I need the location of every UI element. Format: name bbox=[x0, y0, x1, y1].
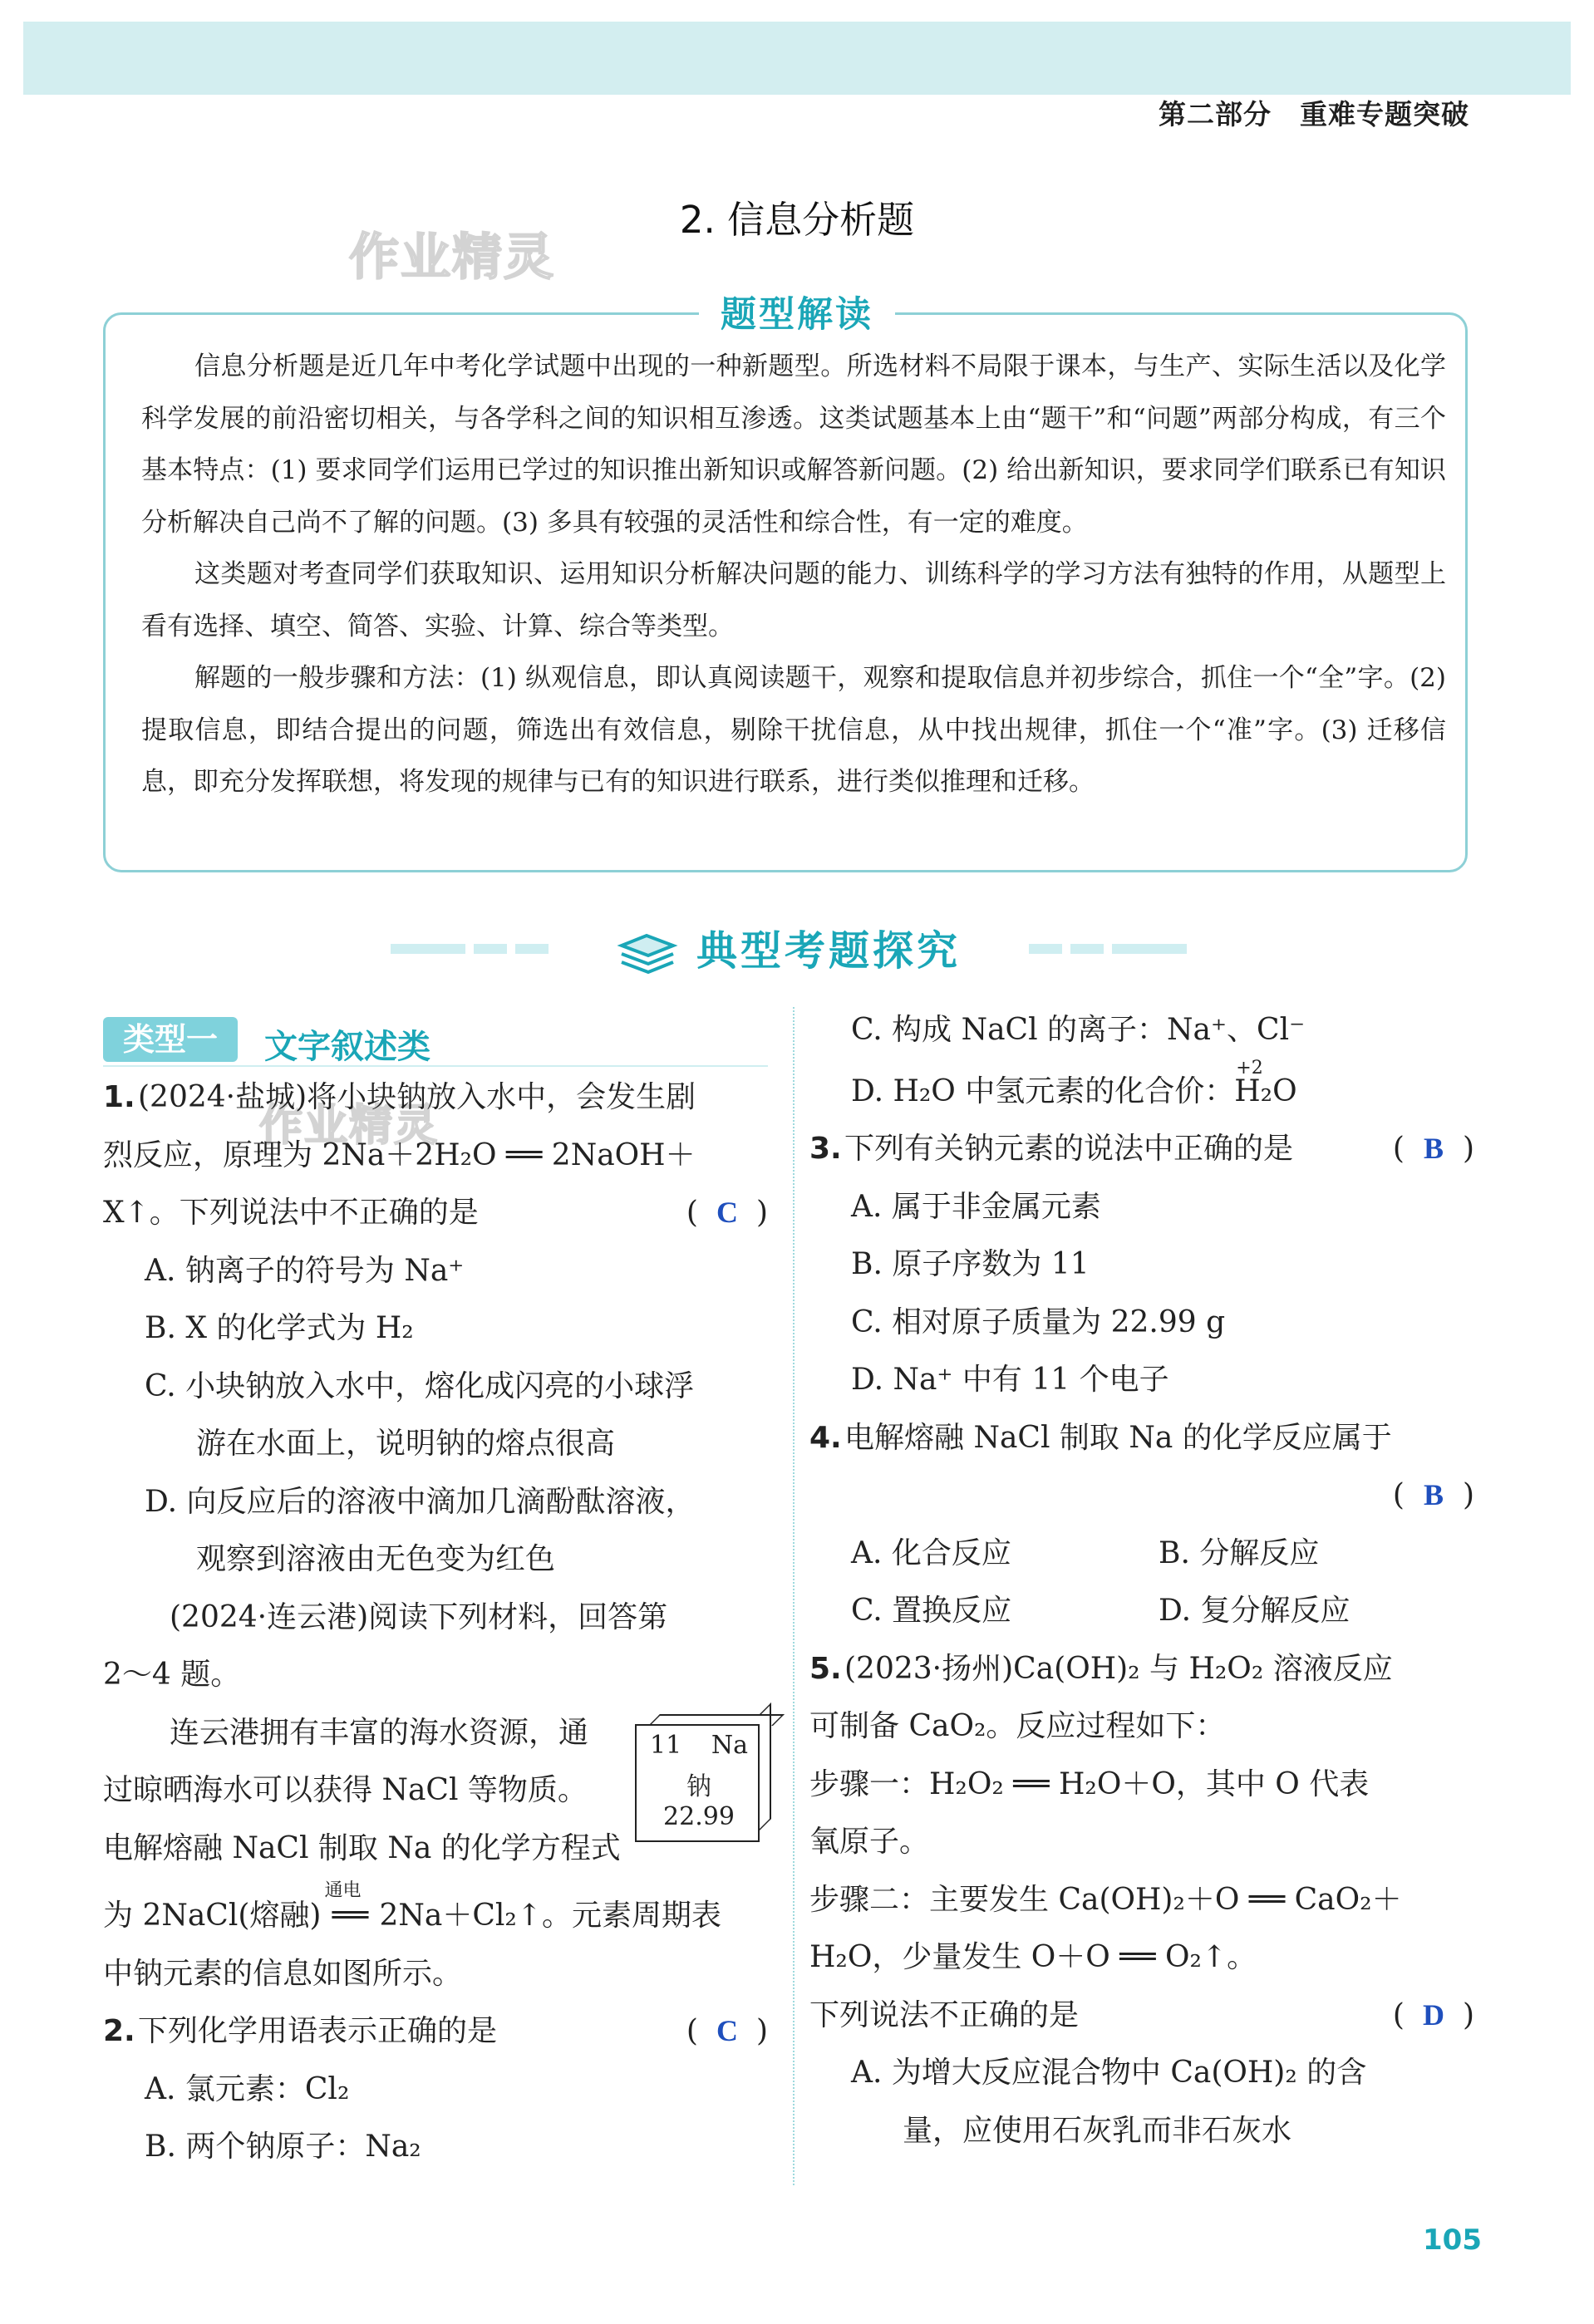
option-b: B. 原子序数为 11 bbox=[851, 1247, 1090, 1281]
question-stem: 下列说法不正确的是 bbox=[809, 1997, 1080, 2032]
category-title: 文字叙述类 bbox=[264, 1028, 430, 1066]
atomic-mass: 22.99 bbox=[663, 1801, 735, 1831]
equation-part: 为 2NaCl(熔融) bbox=[103, 1899, 322, 1933]
question-5 bbox=[809, 1640, 1474, 2160]
question-stem: 电解熔融 NaCl 制取 Na 的化学反应属于 bbox=[844, 1420, 1392, 1455]
option-a: A. 属于非金属元素 bbox=[851, 1189, 1101, 1224]
material-text: 连云港拥有丰富的海水资源，通 bbox=[170, 1715, 589, 1750]
running-header: 第二部分 重难专题突破 bbox=[1159, 98, 1469, 130]
option-a: A. 氯元素：Cl₂ bbox=[145, 2071, 350, 2106]
option-c: C. 构成 NaCl 的离子：Na⁺、Cl⁻ bbox=[851, 1013, 1306, 1047]
option-d: D. 复分解反应 bbox=[1159, 1594, 1350, 1628]
watermark: 作业精灵 bbox=[259, 1101, 440, 1151]
material-intro: (2024·连云港)阅读下列材料，回答第 bbox=[170, 1599, 668, 1634]
answer-value: C bbox=[716, 2014, 738, 2047]
intro-heading: 题型解读 bbox=[0, 287, 1594, 337]
question-number: 1. bbox=[103, 1080, 135, 1114]
question-2 bbox=[103, 2002, 768, 2176]
question-stem: 步骤二：主要发生 Ca(OH)₂＋O ══ CaO₂＋ bbox=[809, 1882, 1402, 1917]
option-b: B. 分解反应 bbox=[1159, 1535, 1320, 1570]
intro-paragraph: 解题的一般步骤和方法：(1) 纵观信息，即认真阅读题干，观察和提取信息并初步综合，抓住一个“全”字。(2) 提取信息，即结合提出的问题，筛选出有效信息，剔除干扰信息，从中找出规律，抓住一个“准”字。(3) 迁移信息，即充分发挥联想，将发现的规律与已有的知识进行联系，进行类似推理和迁移。 bbox=[141, 663, 1446, 797]
question-1 bbox=[103, 1069, 768, 1589]
watermark: 作业精灵 bbox=[349, 228, 555, 287]
option-c-cont: 游在水面上，说明钠的熔点很高 bbox=[196, 1427, 616, 1461]
question-stem: 氧原子。 bbox=[809, 1825, 930, 1859]
answer-slot: ( B ) bbox=[1393, 1467, 1474, 1525]
category-tag: 类型一 bbox=[103, 1017, 238, 1062]
element-name: 钠 bbox=[686, 1771, 711, 1801]
formula: H₂O bbox=[1234, 1074, 1297, 1108]
question-4 bbox=[809, 1409, 1474, 1640]
material-text: 中钠元素的信息如图所示。 bbox=[103, 1956, 463, 1991]
left-column bbox=[103, 1005, 768, 2176]
question-3 bbox=[809, 1120, 1474, 1409]
answer-value: C bbox=[716, 1196, 738, 1229]
option-c: C. 小块钠放入水中，熔化成闪亮的小球浮 bbox=[145, 1368, 695, 1403]
question-stem: X↑。下列说法中不正确的是 bbox=[103, 1196, 479, 1230]
question-number: 5. bbox=[809, 1651, 842, 1686]
book-icon bbox=[613, 927, 693, 977]
answer-slot: ( D ) bbox=[1393, 1987, 1474, 2045]
intro-paragraph: 这类题对考查同学们获取知识、运用知识分析解决问题的能力、训练科学的学习方法有独特的作用，从题型上看有选择、填空、简答、实验、计算、综合等类型。 bbox=[141, 559, 1446, 641]
question-stem: (2024·盐城)将小块钠放入水中，会发生剧 bbox=[138, 1080, 696, 1114]
answer-value: D bbox=[1422, 1997, 1444, 2032]
answer-slot: ( B ) bbox=[1393, 1120, 1474, 1178]
valence-mark: +2 bbox=[1236, 1057, 1263, 1078]
option-b: B. 两个钠原子：Na₂ bbox=[145, 2130, 421, 2164]
question-stem: 烈反应，原理为 2Na＋2H₂O ══ 2NaOH＋ bbox=[103, 1137, 696, 1172]
answer-value: B bbox=[1423, 1132, 1444, 1165]
question-stem: H₂O，少量发生 O＋O ══ O₂↑。 bbox=[809, 1940, 1257, 1974]
page-number: 105 bbox=[1423, 2223, 1482, 2257]
reaction-condition: 通电 bbox=[324, 1880, 362, 1901]
question-stem: 步骤一：H₂O₂ ══ H₂O＋O，其中 O 代表 bbox=[809, 1766, 1370, 1801]
question-number: 2. bbox=[103, 2014, 135, 2048]
question-number: 4. bbox=[809, 1420, 842, 1455]
option-a: A. 为增大反应混合物中 Ca(OH)₂ 的含 bbox=[851, 2056, 1367, 2090]
answer-slot: ( C ) bbox=[686, 2002, 768, 2061]
material-block bbox=[103, 1589, 768, 2003]
section-title: 典型考题探究 bbox=[696, 927, 962, 975]
option-d: D. H₂O 中氢元素的化合价： bbox=[851, 1074, 1235, 1108]
question-stem: (2023·扬州)Ca(OH)₂ 与 H₂O₂ 溶液反应 bbox=[844, 1651, 1393, 1686]
option-d: D. Na⁺ 中有 11 个电子 bbox=[851, 1363, 1169, 1397]
option-d: D. 向反应后的溶液中滴加几滴酚酞溶液， bbox=[145, 1484, 696, 1519]
material-intro: 2～4 题。 bbox=[103, 1658, 241, 1692]
option-c: C. 相对原子质量为 22.99 g bbox=[851, 1304, 1226, 1339]
material-text: 电解熔融 NaCl 制取 Na 的化学方程式 bbox=[103, 1830, 621, 1865]
answer-slot: ( C ) bbox=[686, 1184, 768, 1242]
equation-part: 2Na＋Cl₂↑。元素周期表 bbox=[379, 1899, 721, 1933]
top-color-band bbox=[23, 22, 1571, 95]
question-stem: 可制备 CaO₂。反应过程如下： bbox=[809, 1709, 1226, 1743]
option-b: B. X 的化学式为 H₂ bbox=[145, 1311, 414, 1345]
column-divider bbox=[793, 1007, 795, 2185]
material-text: 过晾晒海水可以获得 NaCl 等物质。 bbox=[103, 1773, 588, 1807]
reaction-arrow: 通电 ══ bbox=[321, 1887, 379, 1945]
option-d-cont: 观察到溶液由无色变为红色 bbox=[196, 1542, 556, 1576]
option-a: A. 化合反应 bbox=[851, 1535, 1011, 1570]
category-header bbox=[103, 1005, 768, 1064]
answer-value: B bbox=[1423, 1478, 1444, 1511]
option-a-cont: 量，应使用石灰乳而非石灰水 bbox=[903, 2113, 1292, 2148]
option-c: C. 置换反应 bbox=[851, 1594, 1012, 1628]
intro-paragraph: 信息分析题是近几年中考化学试题中出现的一种新题型。所选材料不局限于课本，与生产、实际生活以及化学科学发展的前沿密切相关，与各学科之间的知识相互渗透。这类试题基本上由“题干”和“问题”两部分构成，有三个基本特点：(1) 要求同学们运用已学过的知识推出新知识或解答新问题。(2) 给出新知识，要求同学们联系已有知识分析解决自己尚不了解的问题。(3) 多具有较强的灵活性和综合性，有一定的难度。 bbox=[141, 351, 1446, 538]
element-symbol: Na bbox=[711, 1730, 748, 1760]
question-stem: 下列化学用语表示正确的是 bbox=[138, 2014, 498, 2048]
atomic-number: 11 bbox=[650, 1730, 682, 1760]
page-title: 2. 信息分析题 bbox=[679, 198, 915, 242]
section-banner bbox=[0, 916, 1594, 982]
right-column bbox=[809, 1001, 1474, 2159]
intro-text bbox=[141, 341, 1446, 808]
question-number: 3. bbox=[809, 1132, 842, 1166]
question-stem: 下列有关钠元素的说法中正确的是 bbox=[844, 1132, 1294, 1166]
option-a: A. 钠离子的符号为 Na⁺ bbox=[145, 1253, 465, 1288]
